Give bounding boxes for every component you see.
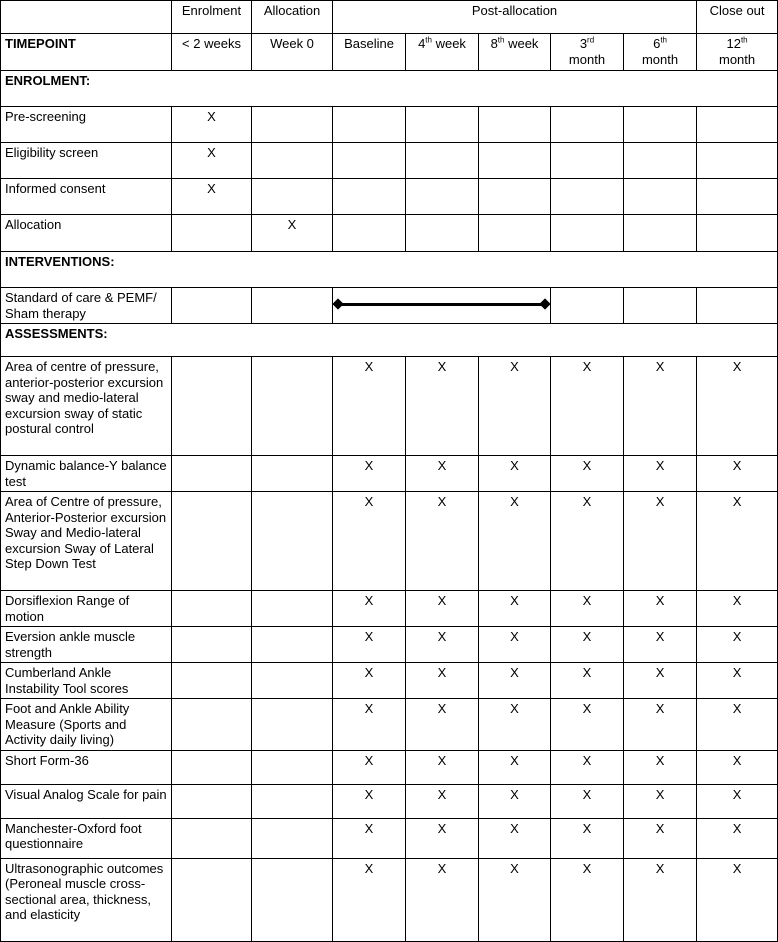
table-row	[1, 699, 778, 751]
section-enrolment: ENROLMENT:	[1, 71, 778, 107]
empty-cell	[252, 784, 333, 818]
m12-sup: th	[740, 35, 748, 45]
empty-cell	[697, 179, 778, 215]
empty-cell	[252, 818, 333, 858]
row-label: Ultrasonographic outcomes (Peroneal muscle cross-sectional area, thickness, and elasticity	[1, 858, 172, 941]
empty-cell	[172, 627, 252, 663]
header-enrolment: Enrolment	[172, 1, 252, 34]
mark-cell: X	[406, 699, 479, 751]
row-label: Area of centre of pressure, anterior-posterior excursion sway and medio-lateral excursion sway of static postural control	[1, 357, 172, 456]
w8-txt: week	[504, 36, 539, 51]
section-row-interventions	[1, 252, 778, 288]
timepoint-6th-month	[624, 34, 697, 71]
empty-cell	[697, 288, 778, 324]
m3-txt: month	[568, 51, 606, 67]
timepoint-8th-week	[479, 34, 551, 71]
mark-cell: X	[333, 784, 406, 818]
header-empty-cell	[1, 1, 172, 34]
mark-cell: X	[406, 627, 479, 663]
table-row	[1, 179, 778, 215]
timepoint-baseline: Baseline	[333, 34, 406, 71]
mark-cell: X	[406, 663, 479, 699]
empty-cell	[551, 288, 624, 324]
empty-cell	[172, 818, 252, 858]
table-row	[1, 492, 778, 591]
row-label: Cumberland Ankle Instability Tool scores	[1, 663, 172, 699]
empty-cell	[172, 784, 252, 818]
mark-cell: X	[333, 858, 406, 941]
empty-cell	[551, 215, 624, 252]
mark-cell: X	[551, 858, 624, 941]
empty-cell	[172, 456, 252, 492]
empty-cell	[252, 456, 333, 492]
mark-cell: X	[479, 699, 551, 751]
mark-cell: X	[624, 699, 697, 751]
mark-cell: X	[479, 858, 551, 941]
w8-num: 8	[490, 36, 498, 51]
header-close-out: Close out	[697, 1, 778, 34]
mark-cell: X	[624, 456, 697, 492]
mark-cell: X	[479, 456, 551, 492]
empty-cell	[697, 107, 778, 143]
row-label: Foot and Ankle Ability Measure (Sports and Activity daily living)	[1, 699, 172, 751]
header-post-allocation: Post-allocation	[333, 1, 697, 34]
empty-cell	[624, 143, 697, 179]
header-allocation: Allocation	[252, 1, 333, 34]
table-row	[1, 784, 778, 818]
mark-cell: X	[406, 784, 479, 818]
timepoint-3rd-month	[551, 34, 624, 71]
empty-cell	[624, 107, 697, 143]
empty-cell	[252, 591, 333, 627]
mark-cell: X	[697, 627, 778, 663]
intervention-duration-cell	[333, 288, 551, 324]
empty-cell	[172, 663, 252, 699]
mark-cell: X	[551, 492, 624, 591]
mark-cell: X	[406, 456, 479, 492]
mark-cell: X	[479, 492, 551, 591]
mark-cell: X	[697, 492, 778, 591]
row-label: Manchester-Oxford foot questionnaire	[1, 818, 172, 858]
row-label: Short Form-36	[1, 750, 172, 784]
m6-sup: th	[660, 35, 667, 45]
table-row	[1, 663, 778, 699]
mark-cell: X	[624, 663, 697, 699]
empty-cell	[479, 143, 551, 179]
empty-cell	[697, 215, 778, 252]
row-label: Pre-screening	[1, 107, 172, 143]
row-label: Visual Analog Scale for pain	[1, 784, 172, 818]
mark-cell: X	[697, 357, 778, 456]
w4-num: 4	[418, 36, 426, 51]
section-row-enrolment	[1, 71, 778, 107]
empty-cell	[172, 215, 252, 252]
mark-cell: X	[406, 492, 479, 591]
row-label: Standard of care & PEMF/ Sham therapy	[1, 288, 172, 324]
mark-cell: X	[406, 591, 479, 627]
mark-cell: X	[697, 858, 778, 941]
mark-cell: X	[551, 663, 624, 699]
mark-cell: X	[551, 627, 624, 663]
empty-cell	[252, 699, 333, 751]
m3-num: 3	[579, 36, 588, 51]
m6-txt: month	[641, 51, 679, 67]
empty-cell	[172, 591, 252, 627]
m3-sup: rd	[587, 35, 595, 45]
mark-cell: X	[551, 818, 624, 858]
empty-cell	[172, 357, 252, 456]
table-row	[1, 591, 778, 627]
mark-cell: X	[624, 818, 697, 858]
empty-cell	[252, 627, 333, 663]
empty-cell	[252, 750, 333, 784]
row-label: Dorsiflexion Range of motion	[1, 591, 172, 627]
mark-cell: X	[624, 627, 697, 663]
table-row	[1, 627, 778, 663]
table-row	[1, 357, 778, 456]
empty-cell	[172, 699, 252, 751]
table-row	[1, 215, 778, 252]
mark-cell: X	[551, 784, 624, 818]
timepoint-12th-month	[697, 34, 778, 71]
mark-cell: X	[333, 699, 406, 751]
mark-cell: X	[333, 627, 406, 663]
mark-cell: X	[697, 750, 778, 784]
mark-cell: X	[479, 663, 551, 699]
timepoint-week0: Week 0	[252, 34, 333, 71]
timepoint-label: TIMEPOINT	[1, 34, 172, 71]
row-label: Eligibility screen	[1, 143, 172, 179]
empty-cell	[333, 143, 406, 179]
table-row	[1, 858, 778, 941]
mark-cell: X	[624, 492, 697, 591]
empty-cell	[551, 107, 624, 143]
empty-cell	[551, 179, 624, 215]
timepoint-lt2weeks: < 2 weeks	[172, 34, 252, 71]
empty-cell	[252, 492, 333, 591]
section-interventions: INTERVENTIONS:	[1, 252, 778, 288]
mark-cell: X	[624, 591, 697, 627]
mark-cell: X	[333, 456, 406, 492]
section-row-assessments	[1, 324, 778, 357]
mark-cell: X	[479, 357, 551, 456]
m6-num: 6	[653, 36, 661, 51]
empty-cell	[333, 179, 406, 215]
empty-cell	[252, 107, 333, 143]
empty-cell	[333, 107, 406, 143]
empty-cell	[551, 143, 624, 179]
mark-cell: X	[479, 784, 551, 818]
empty-cell	[252, 179, 333, 215]
mark-cell: X	[697, 663, 778, 699]
mark-cell: X	[551, 456, 624, 492]
mark-cell: X	[333, 591, 406, 627]
mark-cell: X	[333, 663, 406, 699]
empty-cell	[406, 143, 479, 179]
row-label: Eversion ankle muscle strength	[1, 627, 172, 663]
mark-cell: X	[551, 699, 624, 751]
duration-start-diamond-icon	[333, 298, 344, 309]
row-label: Informed consent	[1, 179, 172, 215]
empty-cell	[479, 107, 551, 143]
mark-cell: X	[406, 818, 479, 858]
table-row	[1, 456, 778, 492]
mark-cell: X	[333, 750, 406, 784]
mark-cell: X	[172, 179, 252, 215]
mark-cell: X	[624, 750, 697, 784]
empty-cell	[479, 179, 551, 215]
mark-cell: X	[479, 750, 551, 784]
mark-cell: X	[697, 591, 778, 627]
table-row	[1, 818, 778, 858]
table-row-intervention	[1, 288, 778, 324]
mark-cell: X	[333, 357, 406, 456]
mark-cell: X	[172, 143, 252, 179]
mark-cell: X	[551, 357, 624, 456]
mark-cell: X	[551, 591, 624, 627]
mark-cell: X	[479, 591, 551, 627]
empty-cell	[624, 288, 697, 324]
row-label: Dynamic balance-Y balance test	[1, 456, 172, 492]
row-label: Area of Centre of pressure, Anterior-Posterior excursion Sway and Medio-lateral excursion Sway of Lateral Step Down Test	[1, 492, 172, 591]
empty-cell	[406, 107, 479, 143]
mark-cell: X	[406, 858, 479, 941]
m12-num: 12	[726, 36, 741, 51]
mark-cell: X	[697, 699, 778, 751]
table-row	[1, 750, 778, 784]
mark-cell: X	[252, 215, 333, 252]
mark-cell: X	[406, 750, 479, 784]
duration-end-diamond-icon	[539, 298, 550, 309]
w4-txt: week	[431, 36, 466, 51]
mark-cell: X	[172, 107, 252, 143]
empty-cell	[624, 179, 697, 215]
table-row	[1, 107, 778, 143]
row-label: Allocation	[1, 215, 172, 252]
empty-cell	[406, 179, 479, 215]
mark-cell: X	[697, 784, 778, 818]
duration-line	[339, 303, 544, 306]
empty-cell	[479, 215, 551, 252]
mark-cell: X	[333, 492, 406, 591]
mark-cell: X	[551, 750, 624, 784]
empty-cell	[624, 215, 697, 252]
header-row-timepoints	[1, 34, 778, 71]
mark-cell: X	[479, 627, 551, 663]
mark-cell: X	[624, 357, 697, 456]
empty-cell	[333, 215, 406, 252]
w8-sup: th	[497, 35, 505, 45]
mark-cell: X	[624, 858, 697, 941]
empty-cell	[172, 492, 252, 591]
empty-cell	[252, 143, 333, 179]
mark-cell: X	[406, 357, 479, 456]
section-assessments: ASSESSMENTS:	[1, 324, 778, 357]
mark-cell: X	[697, 456, 778, 492]
mark-cell: X	[333, 818, 406, 858]
mark-cell: X	[697, 818, 778, 858]
m12-txt: month	[718, 51, 756, 67]
empty-cell	[697, 143, 778, 179]
timepoint-4th-week	[406, 34, 479, 71]
empty-cell	[252, 357, 333, 456]
empty-cell	[172, 750, 252, 784]
empty-cell	[172, 858, 252, 941]
empty-cell	[252, 858, 333, 941]
mark-cell: X	[624, 784, 697, 818]
empty-cell	[172, 288, 252, 324]
empty-cell	[252, 663, 333, 699]
table-row	[1, 143, 778, 179]
w4-sup: th	[425, 35, 432, 45]
empty-cell	[252, 288, 333, 324]
mark-cell: X	[479, 818, 551, 858]
empty-cell	[406, 215, 479, 252]
header-row-phases	[1, 1, 778, 34]
